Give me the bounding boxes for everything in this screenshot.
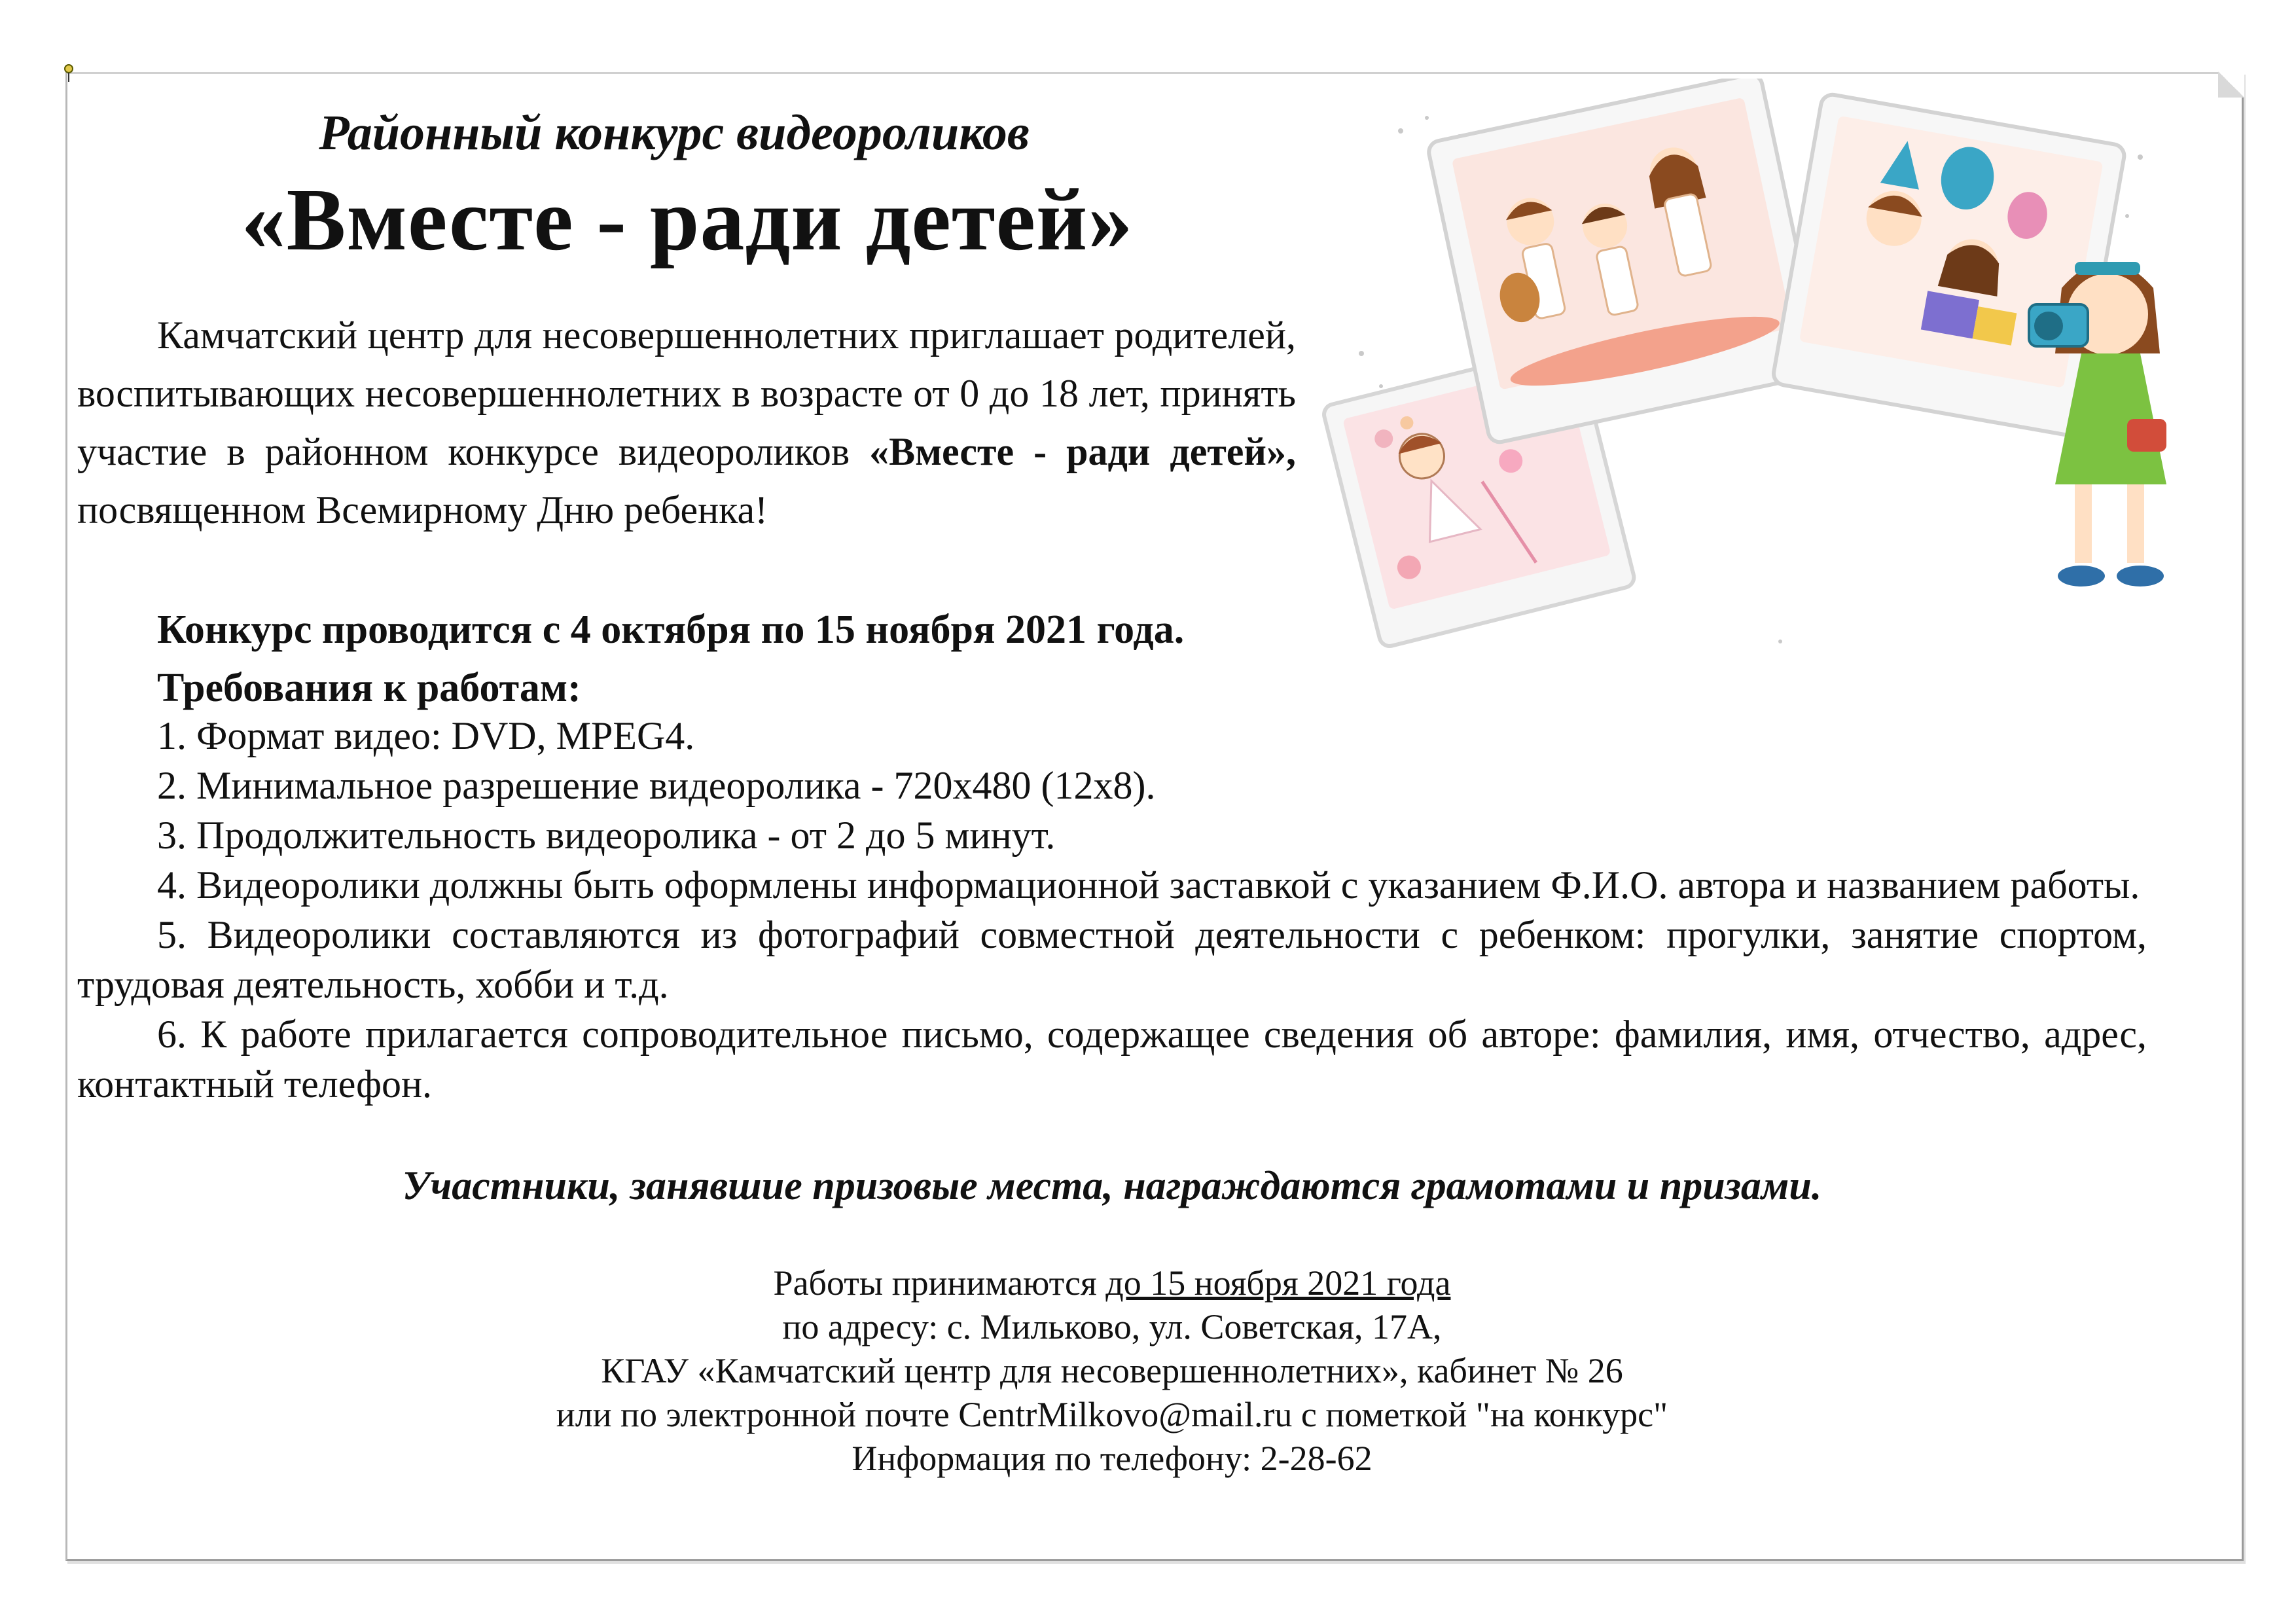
requirements-list — [77, 711, 2147, 1109]
intro-text-end: посвященном Всемирному Дню ребенка! — [77, 488, 768, 532]
children-photos-illustration — [1322, 79, 2173, 668]
page-corner-fold — [2218, 71, 2244, 98]
contest-title: «Вместе - ради детей» — [241, 171, 1134, 269]
deadline-line — [77, 1261, 2147, 1305]
pin-icon — [63, 64, 75, 82]
phone-line: Информация по телефону: 2-28-62 — [852, 1439, 1372, 1478]
requirement-item: 4. Видеоролики должны быть оформлены информационной заставкой с указанием Ф.И.О. автора и названием работы. — [157, 863, 2140, 907]
intro-contest-name: «Вместе - ради детей», — [869, 430, 1296, 473]
contest-dates: Конкурс проводится с 4 октября по 15 ноября 2021 года. — [157, 607, 1185, 652]
email-line: или по электронной почте CentrMilkovo@mail.ru с пометкой "на конкурс" — [556, 1395, 1668, 1434]
requirements-heading: Требования к работам: — [157, 666, 581, 710]
intro-paragraph — [77, 306, 1296, 539]
contacts-block — [77, 1261, 2147, 1481]
photo-frame-musicians — [1427, 79, 1823, 444]
photo-frame-party — [1772, 93, 2126, 437]
awards-note: Участники, занявшие призовые места, награждаются грамотами и призами. — [402, 1164, 1822, 1208]
organization-line: КГАУ «Камчатский центр для несовершеннолетних», кабинет № 26 — [601, 1351, 1623, 1390]
requirement-item: 3. Продолжительность видеоролика - от 2 до 5 минут. — [157, 814, 1056, 857]
requirement-item: 5. Видеоролики составляются из фотографий совместной деятельности с ребенком: прогулки, занятие спортом, трудовая деятельность, хобби и т.д. — [77, 913, 2147, 1006]
intro-text: Камчатский центр для несовершеннолетних приглашает родителей, воспитывающих несовершеннолетних в возрасте от 0 до 18 лет, принять участие в районном конкурсе видеороликов — [77, 314, 1296, 473]
deadline-date: до 15 ноября 2021 года — [1105, 1263, 1451, 1303]
requirement-item: 1. Формат видео: DVD, MPEG4. — [157, 714, 695, 757]
contest-subtitle: Районный конкурс видеороликов — [319, 105, 1030, 160]
address-line: по адресу: с. Мильково, ул. Советская, 17А, — [782, 1307, 1442, 1346]
deadline-prefix: Работы принимаются — [773, 1263, 1106, 1303]
requirement-item: 2. Минимальное разрешение видеоролика - 720х480 (12х8). — [157, 764, 1156, 807]
requirement-item: 6. К работе прилагается сопроводительное письмо, содержащее сведения об авторе: фамилия, имя, отчество, адрес, контактный телефон. — [77, 1013, 2147, 1106]
